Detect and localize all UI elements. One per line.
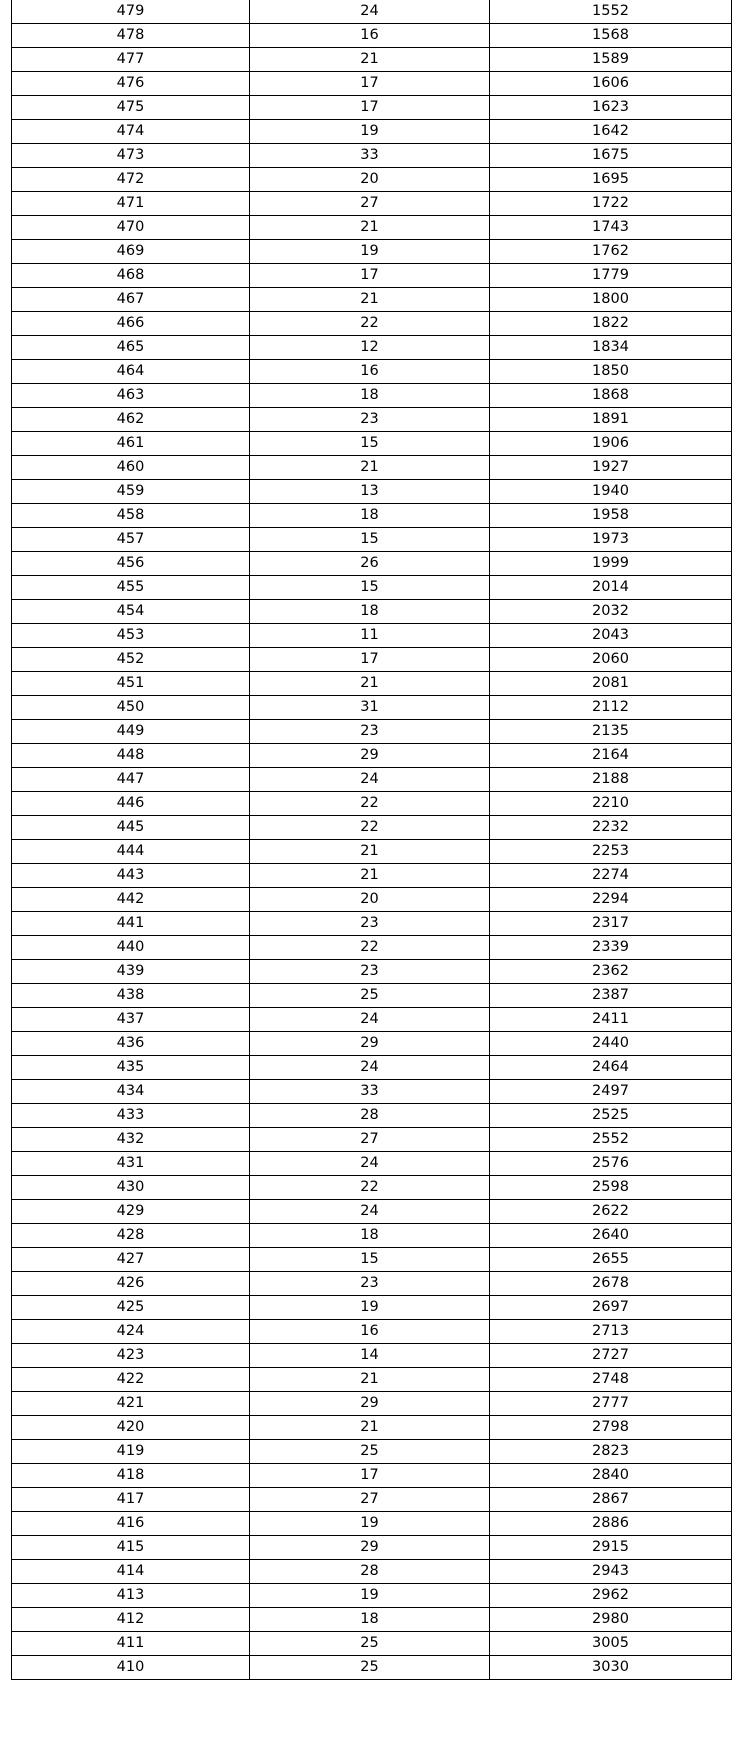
table-row: [12, 312, 732, 336]
score-cell: 418: [12, 1464, 250, 1488]
table-row: [12, 672, 732, 696]
count-cell: 20: [250, 888, 490, 912]
count-cell: 15: [250, 1248, 490, 1272]
score-cell: 457: [12, 528, 250, 552]
table-row: [12, 984, 732, 1008]
table-row: [12, 1656, 732, 1680]
table-row: [12, 528, 732, 552]
score-cell: 413: [12, 1584, 250, 1608]
count-cell: 23: [250, 960, 490, 984]
count-cell: 24: [250, 768, 490, 792]
table-row: [12, 696, 732, 720]
table-row: [12, 1008, 732, 1032]
score-cell: 445: [12, 816, 250, 840]
table-row: [12, 1368, 732, 1392]
table-row: [12, 1464, 732, 1488]
score-cell: 420: [12, 1416, 250, 1440]
cumulative-count-cell: 2232: [490, 816, 732, 840]
cumulative-count-cell: 2697: [490, 1296, 732, 1320]
count-cell: 14: [250, 1344, 490, 1368]
table-row: [12, 1320, 732, 1344]
score-cell: 478: [12, 24, 250, 48]
cumulative-count-cell: 2440: [490, 1032, 732, 1056]
cumulative-count-cell: 2294: [490, 888, 732, 912]
score-cell: 461: [12, 432, 250, 456]
count-cell: 18: [250, 384, 490, 408]
cumulative-count-cell: 1850: [490, 360, 732, 384]
count-cell: 28: [250, 1560, 490, 1584]
count-cell: 12: [250, 336, 490, 360]
cumulative-count-cell: 2014: [490, 576, 732, 600]
count-cell: 21: [250, 48, 490, 72]
cumulative-count-cell: 1695: [490, 168, 732, 192]
cumulative-count-cell: 1589: [490, 48, 732, 72]
count-cell: 19: [250, 120, 490, 144]
count-cell: 27: [250, 192, 490, 216]
table-row: [12, 1584, 732, 1608]
cumulative-count-cell: 1779: [490, 264, 732, 288]
table-row: [12, 48, 732, 72]
score-cell: 429: [12, 1200, 250, 1224]
score-cell: 466: [12, 312, 250, 336]
count-cell: 22: [250, 936, 490, 960]
cumulative-count-cell: 1868: [490, 384, 732, 408]
count-cell: 11: [250, 624, 490, 648]
count-cell: 27: [250, 1128, 490, 1152]
cumulative-count-cell: 2339: [490, 936, 732, 960]
count-cell: 24: [250, 1056, 490, 1080]
cumulative-count-cell: 2525: [490, 1104, 732, 1128]
count-cell: 24: [250, 1008, 490, 1032]
count-cell: 22: [250, 816, 490, 840]
cumulative-count-cell: 2678: [490, 1272, 732, 1296]
count-cell: 18: [250, 1608, 490, 1632]
cumulative-count-cell: 2598: [490, 1176, 732, 1200]
table-row: [12, 840, 732, 864]
score-cell: 443: [12, 864, 250, 888]
table-row: [12, 1392, 732, 1416]
count-cell: 23: [250, 912, 490, 936]
score-cell: 414: [12, 1560, 250, 1584]
count-cell: 19: [250, 240, 490, 264]
table-row: [12, 1632, 732, 1656]
count-cell: 18: [250, 600, 490, 624]
table-row: [12, 1152, 732, 1176]
table-row: [12, 408, 732, 432]
cumulative-count-cell: 1762: [490, 240, 732, 264]
table-row: [12, 216, 732, 240]
score-cell: 442: [12, 888, 250, 912]
table-row: [12, 1488, 732, 1512]
score-cell: 475: [12, 96, 250, 120]
table-row: [12, 1104, 732, 1128]
count-cell: 24: [250, 0, 490, 24]
table-row: [12, 120, 732, 144]
table-row: [12, 720, 732, 744]
score-cell: 444: [12, 840, 250, 864]
cumulative-count-cell: 3005: [490, 1632, 732, 1656]
cumulative-count-cell: 1940: [490, 480, 732, 504]
table-row: [12, 504, 732, 528]
cumulative-count-cell: 1834: [490, 336, 732, 360]
score-cell: 471: [12, 192, 250, 216]
score-cell: 426: [12, 1272, 250, 1296]
cumulative-count-cell: 1642: [490, 120, 732, 144]
table-row: [12, 96, 732, 120]
table-row: [12, 960, 732, 984]
count-cell: 19: [250, 1296, 490, 1320]
table-row: [12, 864, 732, 888]
count-cell: 17: [250, 264, 490, 288]
score-cell: 458: [12, 504, 250, 528]
cumulative-count-cell: 1906: [490, 432, 732, 456]
score-cell: 470: [12, 216, 250, 240]
cumulative-count-cell: 2713: [490, 1320, 732, 1344]
count-cell: 33: [250, 1080, 490, 1104]
score-cell: 474: [12, 120, 250, 144]
count-cell: 29: [250, 1392, 490, 1416]
cumulative-count-cell: 2727: [490, 1344, 732, 1368]
count-cell: 29: [250, 1032, 490, 1056]
count-cell: 16: [250, 1320, 490, 1344]
score-cell: 451: [12, 672, 250, 696]
score-cell: 468: [12, 264, 250, 288]
cumulative-count-cell: 1927: [490, 456, 732, 480]
table-row: [12, 912, 732, 936]
cumulative-count-cell: 2823: [490, 1440, 732, 1464]
table-row: [12, 24, 732, 48]
cumulative-count-cell: 2112: [490, 696, 732, 720]
table-row: [12, 264, 732, 288]
cumulative-count-cell: 1606: [490, 72, 732, 96]
table-row: [12, 1056, 732, 1080]
score-cell: 472: [12, 168, 250, 192]
score-cell: 450: [12, 696, 250, 720]
cumulative-count-cell: 1999: [490, 552, 732, 576]
count-cell: 13: [250, 480, 490, 504]
table-row: [12, 648, 732, 672]
count-cell: 25: [250, 1440, 490, 1464]
score-cell: 447: [12, 768, 250, 792]
table-row: [12, 888, 732, 912]
cumulative-count-cell: 1800: [490, 288, 732, 312]
cumulative-count-cell: 2840: [490, 1464, 732, 1488]
cumulative-count-cell: 2552: [490, 1128, 732, 1152]
score-cell: 460: [12, 456, 250, 480]
cumulative-count-cell: 1822: [490, 312, 732, 336]
cumulative-count-cell: 3030: [490, 1656, 732, 1680]
table-row: [12, 1296, 732, 1320]
cumulative-count-cell: 2032: [490, 600, 732, 624]
score-cell: 462: [12, 408, 250, 432]
score-cell: 440: [12, 936, 250, 960]
cumulative-count-cell: 2164: [490, 744, 732, 768]
score-cell: 469: [12, 240, 250, 264]
score-cell: 464: [12, 360, 250, 384]
cumulative-count-cell: 2464: [490, 1056, 732, 1080]
count-cell: 21: [250, 864, 490, 888]
count-cell: 21: [250, 1416, 490, 1440]
score-cell: 437: [12, 1008, 250, 1032]
table-row: [12, 1128, 732, 1152]
table-row: [12, 1272, 732, 1296]
cumulative-count-cell: 2748: [490, 1368, 732, 1392]
table-row: [12, 1224, 732, 1248]
count-cell: 31: [250, 696, 490, 720]
table-row: [12, 168, 732, 192]
count-cell: 23: [250, 720, 490, 744]
count-cell: 26: [250, 552, 490, 576]
count-cell: 21: [250, 288, 490, 312]
score-cell: 456: [12, 552, 250, 576]
count-cell: 25: [250, 1632, 490, 1656]
count-cell: 15: [250, 528, 490, 552]
count-cell: 24: [250, 1200, 490, 1224]
table-row: [12, 1248, 732, 1272]
cumulative-count-cell: 2798: [490, 1416, 732, 1440]
table-row: [12, 792, 732, 816]
score-cell: 423: [12, 1344, 250, 1368]
table-row: [12, 384, 732, 408]
count-cell: 17: [250, 648, 490, 672]
score-cell: 479: [12, 0, 250, 24]
table-row: [12, 240, 732, 264]
cumulative-count-cell: 2362: [490, 960, 732, 984]
score-cell: 454: [12, 600, 250, 624]
table-row: [12, 1608, 732, 1632]
score-cell: 446: [12, 792, 250, 816]
cumulative-count-cell: 2640: [490, 1224, 732, 1248]
count-cell: 21: [250, 456, 490, 480]
count-cell: 27: [250, 1488, 490, 1512]
table-row: [12, 360, 732, 384]
score-cell: 424: [12, 1320, 250, 1344]
count-cell: 21: [250, 1368, 490, 1392]
count-cell: 18: [250, 1224, 490, 1248]
cumulative-count-cell: 2886: [490, 1512, 732, 1536]
cumulative-count-cell: 2962: [490, 1584, 732, 1608]
table-row: [12, 576, 732, 600]
table-row: [12, 192, 732, 216]
score-cell: 435: [12, 1056, 250, 1080]
table-row: [12, 600, 732, 624]
cumulative-count-cell: 2081: [490, 672, 732, 696]
count-cell: 29: [250, 1536, 490, 1560]
score-cell: 432: [12, 1128, 250, 1152]
count-cell: 19: [250, 1584, 490, 1608]
cumulative-count-cell: 2060: [490, 648, 732, 672]
table-body: [12, 0, 732, 1680]
count-cell: 17: [250, 72, 490, 96]
score-cell: 476: [12, 72, 250, 96]
table-row: [12, 336, 732, 360]
table-row: [12, 768, 732, 792]
cumulative-count-cell: 1891: [490, 408, 732, 432]
score-cell: 455: [12, 576, 250, 600]
cumulative-count-cell: 2943: [490, 1560, 732, 1584]
cumulative-count-cell: 1552: [490, 0, 732, 24]
cumulative-count-cell: 2253: [490, 840, 732, 864]
score-cell: 448: [12, 744, 250, 768]
count-cell: 17: [250, 96, 490, 120]
score-cell: 412: [12, 1608, 250, 1632]
score-cell: 439: [12, 960, 250, 984]
count-cell: 25: [250, 984, 490, 1008]
score-cell: 430: [12, 1176, 250, 1200]
cumulative-count-cell: 1973: [490, 528, 732, 552]
score-cell: 427: [12, 1248, 250, 1272]
table-row: [12, 456, 732, 480]
score-cell: 438: [12, 984, 250, 1008]
table-row: [12, 744, 732, 768]
score-cell: 436: [12, 1032, 250, 1056]
count-cell: 22: [250, 1176, 490, 1200]
table-row: [12, 1560, 732, 1584]
cumulative-count-cell: 1722: [490, 192, 732, 216]
table-row: [12, 1536, 732, 1560]
score-cell: 453: [12, 624, 250, 648]
cumulative-count-cell: 2043: [490, 624, 732, 648]
score-cell: 419: [12, 1440, 250, 1464]
score-cell: 417: [12, 1488, 250, 1512]
count-cell: 33: [250, 144, 490, 168]
cumulative-count-cell: 1675: [490, 144, 732, 168]
score-cell: 433: [12, 1104, 250, 1128]
cumulative-count-cell: 2274: [490, 864, 732, 888]
cumulative-count-cell: 2135: [490, 720, 732, 744]
cumulative-count-cell: 2497: [490, 1080, 732, 1104]
score-cell: 467: [12, 288, 250, 312]
cumulative-count-cell: 2411: [490, 1008, 732, 1032]
score-cell: 477: [12, 48, 250, 72]
count-cell: 21: [250, 672, 490, 696]
count-cell: 21: [250, 216, 490, 240]
table-row: [12, 1080, 732, 1104]
table-row: [12, 552, 732, 576]
cumulative-count-cell: 1743: [490, 216, 732, 240]
score-cell: 431: [12, 1152, 250, 1176]
score-cell: 434: [12, 1080, 250, 1104]
score-cell: 459: [12, 480, 250, 504]
count-cell: 24: [250, 1152, 490, 1176]
count-cell: 15: [250, 432, 490, 456]
table-row: [12, 1176, 732, 1200]
score-cell: 473: [12, 144, 250, 168]
count-cell: 20: [250, 168, 490, 192]
table-row: [12, 432, 732, 456]
count-cell: 23: [250, 408, 490, 432]
cumulative-count-cell: 2188: [490, 768, 732, 792]
table-row: [12, 480, 732, 504]
table-row: [12, 1416, 732, 1440]
score-cell: 422: [12, 1368, 250, 1392]
cumulative-count-cell: 2317: [490, 912, 732, 936]
score-cell: 421: [12, 1392, 250, 1416]
count-cell: 25: [250, 1656, 490, 1680]
count-cell: 29: [250, 744, 490, 768]
table-row: [12, 936, 732, 960]
cumulative-count-cell: 2980: [490, 1608, 732, 1632]
count-cell: 16: [250, 360, 490, 384]
cumulative-count-cell: 1623: [490, 96, 732, 120]
cumulative-count-cell: 2655: [490, 1248, 732, 1272]
score-cell: 441: [12, 912, 250, 936]
table-row: [12, 1200, 732, 1224]
cumulative-count-cell: 2210: [490, 792, 732, 816]
table-row: [12, 1344, 732, 1368]
cumulative-count-cell: 2576: [490, 1152, 732, 1176]
score-distribution-table: [11, 0, 732, 1680]
table-row: [12, 1032, 732, 1056]
score-cell: 411: [12, 1632, 250, 1656]
cumulative-count-cell: 1958: [490, 504, 732, 528]
table-row: [12, 288, 732, 312]
count-cell: 21: [250, 840, 490, 864]
table-row: [12, 72, 732, 96]
table-row: [12, 816, 732, 840]
count-cell: 15: [250, 576, 490, 600]
score-cell: 415: [12, 1536, 250, 1560]
count-cell: 22: [250, 792, 490, 816]
score-cell: 410: [12, 1656, 250, 1680]
cumulative-count-cell: 1568: [490, 24, 732, 48]
cumulative-count-cell: 2387: [490, 984, 732, 1008]
table-row: [12, 1440, 732, 1464]
count-cell: 19: [250, 1512, 490, 1536]
cumulative-count-cell: 2915: [490, 1536, 732, 1560]
score-cell: 425: [12, 1296, 250, 1320]
count-cell: 23: [250, 1272, 490, 1296]
count-cell: 18: [250, 504, 490, 528]
count-cell: 16: [250, 24, 490, 48]
count-cell: 17: [250, 1464, 490, 1488]
score-cell: 449: [12, 720, 250, 744]
score-cell: 428: [12, 1224, 250, 1248]
table-row: [12, 0, 732, 24]
table-row: [12, 1512, 732, 1536]
count-cell: 22: [250, 312, 490, 336]
cumulative-count-cell: 2777: [490, 1392, 732, 1416]
score-cell: 452: [12, 648, 250, 672]
score-cell: 416: [12, 1512, 250, 1536]
score-cell: 463: [12, 384, 250, 408]
cumulative-count-cell: 2622: [490, 1200, 732, 1224]
table-row: [12, 144, 732, 168]
score-cell: 465: [12, 336, 250, 360]
count-cell: 28: [250, 1104, 490, 1128]
cumulative-count-cell: 2867: [490, 1488, 732, 1512]
table-row: [12, 624, 732, 648]
